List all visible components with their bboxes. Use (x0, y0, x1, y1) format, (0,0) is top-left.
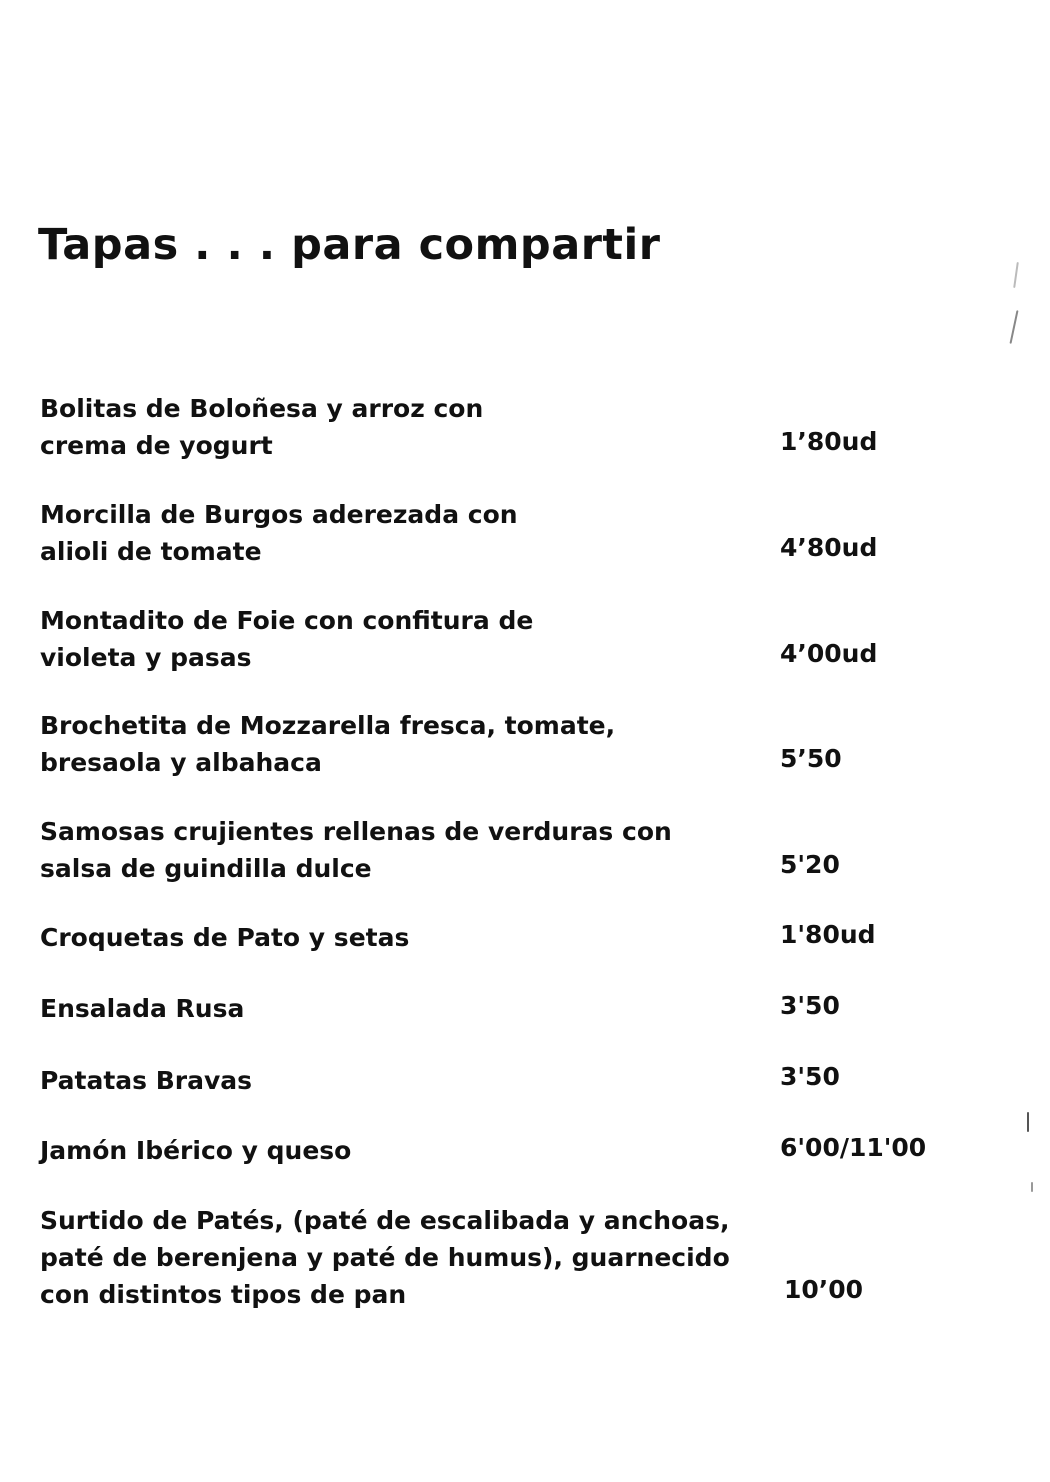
menu-item-name-line: Jamón Ibérico y queso (40, 1136, 352, 1165)
page-title: Tapas . . . para compartir (38, 220, 661, 270)
menu-item-price: 5'20 (780, 850, 840, 879)
menu-item-name-line: Surtido de Patés, (paté de escalibada y anchoas, (40, 1206, 730, 1235)
menu-item-name (40, 1062, 760, 1099)
menu-item-name (40, 990, 760, 1027)
menu-item-price: 1'80ud (780, 920, 876, 949)
menu-item-name-line: Brochetita de Mozzarella fresca, tomate, (40, 711, 616, 740)
scan-mark (1027, 1112, 1029, 1132)
menu-item-price: 3'50 (780, 1062, 840, 1091)
menu-item-price: 10’00 (784, 1275, 864, 1304)
scan-mark (1031, 1182, 1033, 1192)
menu-item-price: 4’80ud (780, 533, 878, 562)
menu-item-name-line: Ensalada Rusa (40, 994, 245, 1023)
menu-item-name (40, 496, 760, 570)
menu-item-name (40, 919, 760, 956)
menu-item-name (40, 813, 760, 887)
menu-item-name-line: Samosas crujientes rellenas de verduras con (40, 817, 672, 846)
menu-item-price: 1’80ud (780, 427, 878, 456)
menu-item-name-line: alioli de tomate (40, 537, 262, 566)
menu-item-price: 4’00ud (780, 639, 878, 668)
menu-item-name-line: salsa de guindilla dulce (40, 854, 372, 883)
menu-item-name (40, 707, 760, 781)
menu-item-name-line: paté de berenjena y paté de humus), guarnecido (40, 1243, 730, 1272)
menu-item-name-line: Morcilla de Burgos aderezada con (40, 500, 518, 529)
menu-item-price: 6'00/11'00 (780, 1133, 927, 1162)
menu-item-price: 3'50 (780, 991, 840, 1020)
menu-item-name (40, 1202, 760, 1313)
menu-item-name (40, 390, 760, 464)
menu-item-price: 5’50 (780, 744, 842, 773)
menu-item-name (40, 1132, 760, 1169)
menu-item-name-line: violeta y pasas (40, 643, 252, 672)
menu-item-name-line: Bolitas de Boloñesa y arroz con (40, 394, 484, 423)
menu-item-name-line: con distintos tipos de pan (40, 1280, 407, 1309)
menu-item-name-line: Croquetas de Pato y setas (40, 923, 410, 952)
menu-item-name (40, 602, 760, 676)
menu-item-name-line: bresaola y albahaca (40, 748, 322, 777)
menu-item-name-line: Montadito de Foie con confitura de (40, 606, 534, 635)
menu-item-name-line: Patatas Bravas (40, 1066, 253, 1095)
menu-item-name-line: crema de yogurt (40, 431, 273, 460)
